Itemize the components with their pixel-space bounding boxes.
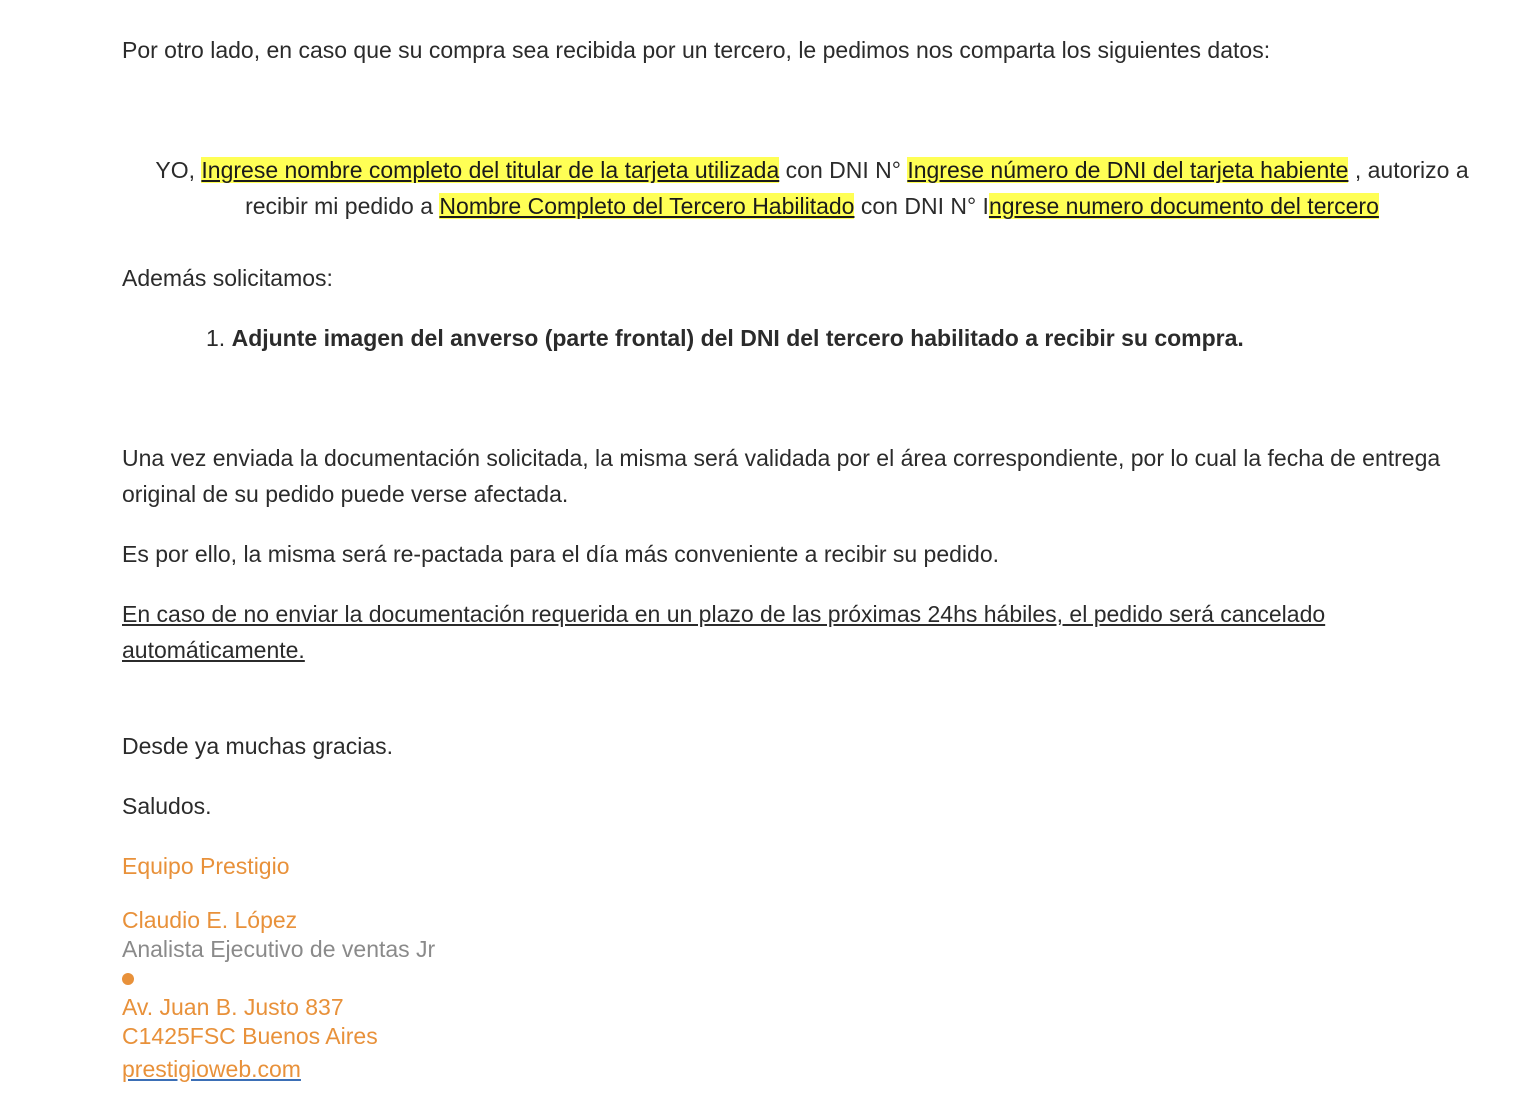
titular-name-field[interactable]: Ingrese nombre completo del titular de la tarjeta utilizada — [201, 157, 780, 183]
ademas-text: Además solicitamos: — [122, 265, 333, 291]
validation-line-1: Una vez enviada la documentación solicitada, la misma será validada por el área correspondiente, por lo cual la fecha de entrega — [122, 445, 1441, 471]
warning-line-2: automáticamente. — [122, 637, 305, 663]
signature-block — [122, 906, 435, 1084]
signature-address-1: Av. Juan B. Justo 837 — [122, 994, 344, 1020]
list-item-number: 1. — [206, 325, 226, 351]
signature-team: Equipo Prestigio — [122, 853, 290, 879]
cancellation-warning — [122, 596, 1325, 668]
third-party-name-field[interactable]: Nombre Completo del Tercero Habilitado — [439, 193, 855, 219]
signature-website-row — [122, 1055, 435, 1084]
recibir-text: recibir mi pedido a — [245, 193, 434, 219]
website-link[interactable]: prestigioweb.com — [122, 1056, 301, 1082]
warning-line-1: En caso de no enviar la documentación requerida en un plazo de las próximas 24hs hábiles, el pedido será cancelado — [122, 601, 1326, 627]
dni-label-1: con DNI N° — [785, 157, 901, 183]
dni-label-2: con DNI N° I — [860, 193, 989, 219]
third-party-dni-field[interactable]: ngrese numero documento del tercero — [988, 193, 1379, 219]
signature-role: Analista Ejecutivo de ventas Jr — [122, 936, 436, 962]
bullet-dot-icon — [122, 973, 134, 985]
validation-text — [122, 440, 1440, 512]
thanks-text: Desde ya muchas gracias. — [122, 733, 394, 759]
autorizo-text: , autorizo a — [1354, 157, 1469, 183]
signature-address-2: C1425FSC Buenos Aires — [122, 1023, 378, 1049]
authorization-template — [122, 152, 1502, 224]
titular-dni-field[interactable]: Ingrese número de DNI del tarjeta habiente — [907, 157, 1349, 183]
intro-text: Por otro lado, en caso que su compra sea recibida por un tercero, le pedimos nos comparta los siguientes datos: — [122, 37, 1271, 63]
signature-dot-row — [122, 964, 435, 993]
list-item-text: Adjunte imagen del anverso (parte frontal) del DNI del tercero habilitado a recibir su compra. — [231, 325, 1244, 351]
signature-name: Claudio E. López — [122, 907, 298, 933]
saludos-text: Saludos. — [122, 793, 212, 819]
repactada-text: Es por ello, la misma será re-pactada para el día más conveniente a recibir su pedido. — [122, 541, 1000, 567]
validation-line-2: original de su pedido puede verse afectada. — [122, 481, 569, 507]
yo-label: YO, — [155, 157, 195, 183]
list-item — [206, 320, 1244, 356]
